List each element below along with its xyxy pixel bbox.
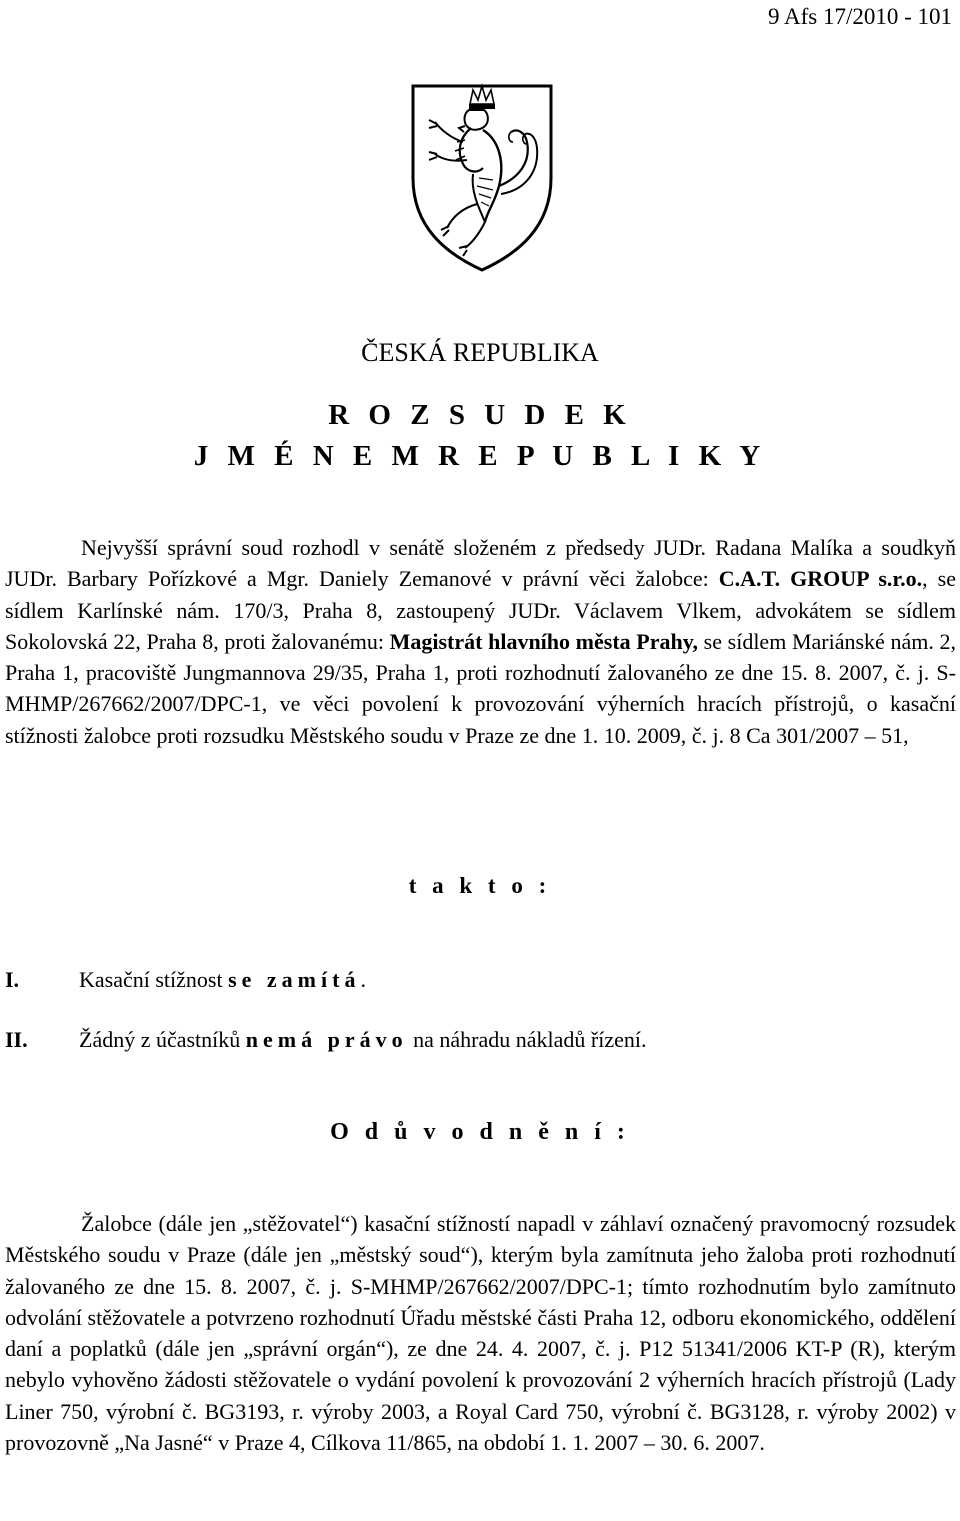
defendant-name: Magistrát hlavního města Prahy, [389,628,699,654]
holding-text-end: . [360,967,366,992]
intro-text-2: , se sídlem Karlínské nám. 170/3, Praha 8, zastoupený JUDr. Václavem Vlkem, advokátem se sídlem Sokolovská 22, Praha 8, proti žalovanému: [5,566,957,654]
holding-item [5,1025,646,1055]
introduction-paragraph [5,532,956,751]
holding-text: Žádný z účastníků [79,1027,246,1052]
holding-emphasis: se zamítá [228,967,361,992]
holding-item [5,965,366,995]
document-title: R O Z S U D E K [328,399,632,431]
document-subtitle: J M É N E M R E P U B L I K Y [193,440,767,472]
holding-emphasis: nemá právo [245,1027,408,1052]
country-name: ČESKÁ REPUBLIKA [361,338,599,367]
decision-heading: t a k t o : [408,873,552,898]
coat-of-arms-icon [407,82,557,274]
holding-number: II. [5,1027,28,1052]
intro-text-1: Nejvyšší správní soud rozhodl v senátě složeném z předsedy JUDr. Radana Malíka a soudkyň JUDr. Barbary Pořízkové a Mgr. Daniely Zemanové v právní věci žalobce: [5,535,956,592]
reasoning-heading: O d ů v o d n ě n í : [330,1119,630,1145]
holding-number: I. [5,967,20,992]
reasoning-paragraph: Žalobce (dále jen „stěžovatel“) kasační stížností napadl v záhlaví označený pravomocný rozsudek Městského soudu v Praze (dále jen „městský soud“), kterým byla zamítnuta jeho žaloba proti rozhodnutí žalovaného ze dne 15. 8. 2007, č. j. S-MHMP/267662/2007/DPC-1; tímto rozhodnutím bylo zamítnuto odvolání stěžovatele a potvrzeno rozhodnutí Úřadu městské části Praha 12, odboru ekonomického, oddělení daní a poplatků (dále jen „správní orgán“), ze dne 24. 4. 2007, č. j. P12 51341/2006 KT-P (R), kterým nebylo vyhověno žádosti stěžovatele o vydání povolení k provozování 2 výherních hracích přístrojů (Lady Liner 750, výrobní č. BG3193, r. výroby 2003, a Royal Card 750, výrobní č. BG3128, r. výroby 2002) v provozovně „Na Jasné“ v Praze 4, Cílkova 11/865, na období 1. 1. 2007 – 30. 6. 2007. [5,1211,956,1456]
case-number: 9 Afs 17/2010 - 101 [768,4,952,29]
intro-text-3: se sídlem Mariánské nám. 2, Praha 1, pracoviště Jungmannova 29/35, Praha 1, proti rozhodnutí žalovaného ze dne 15. 8. 2007, č. j. S-MHMP/267662/2007/DPC-1, ve věci povolení k provozování výherních hracích přístrojů, o kasační stížnosti žalobce proti rozsudku Městského soudu v Praze ze dne 1. 10. 2009, č. j. 8 Ca 301/2007 – 51, [5,628,956,748]
holding-text: Kasační stížnost [79,967,229,992]
plaintiff-name: C.A.T. GROUP s.r.o. [718,566,923,592]
holding-text-end: na náhradu nákladů řízení. [407,1027,647,1052]
